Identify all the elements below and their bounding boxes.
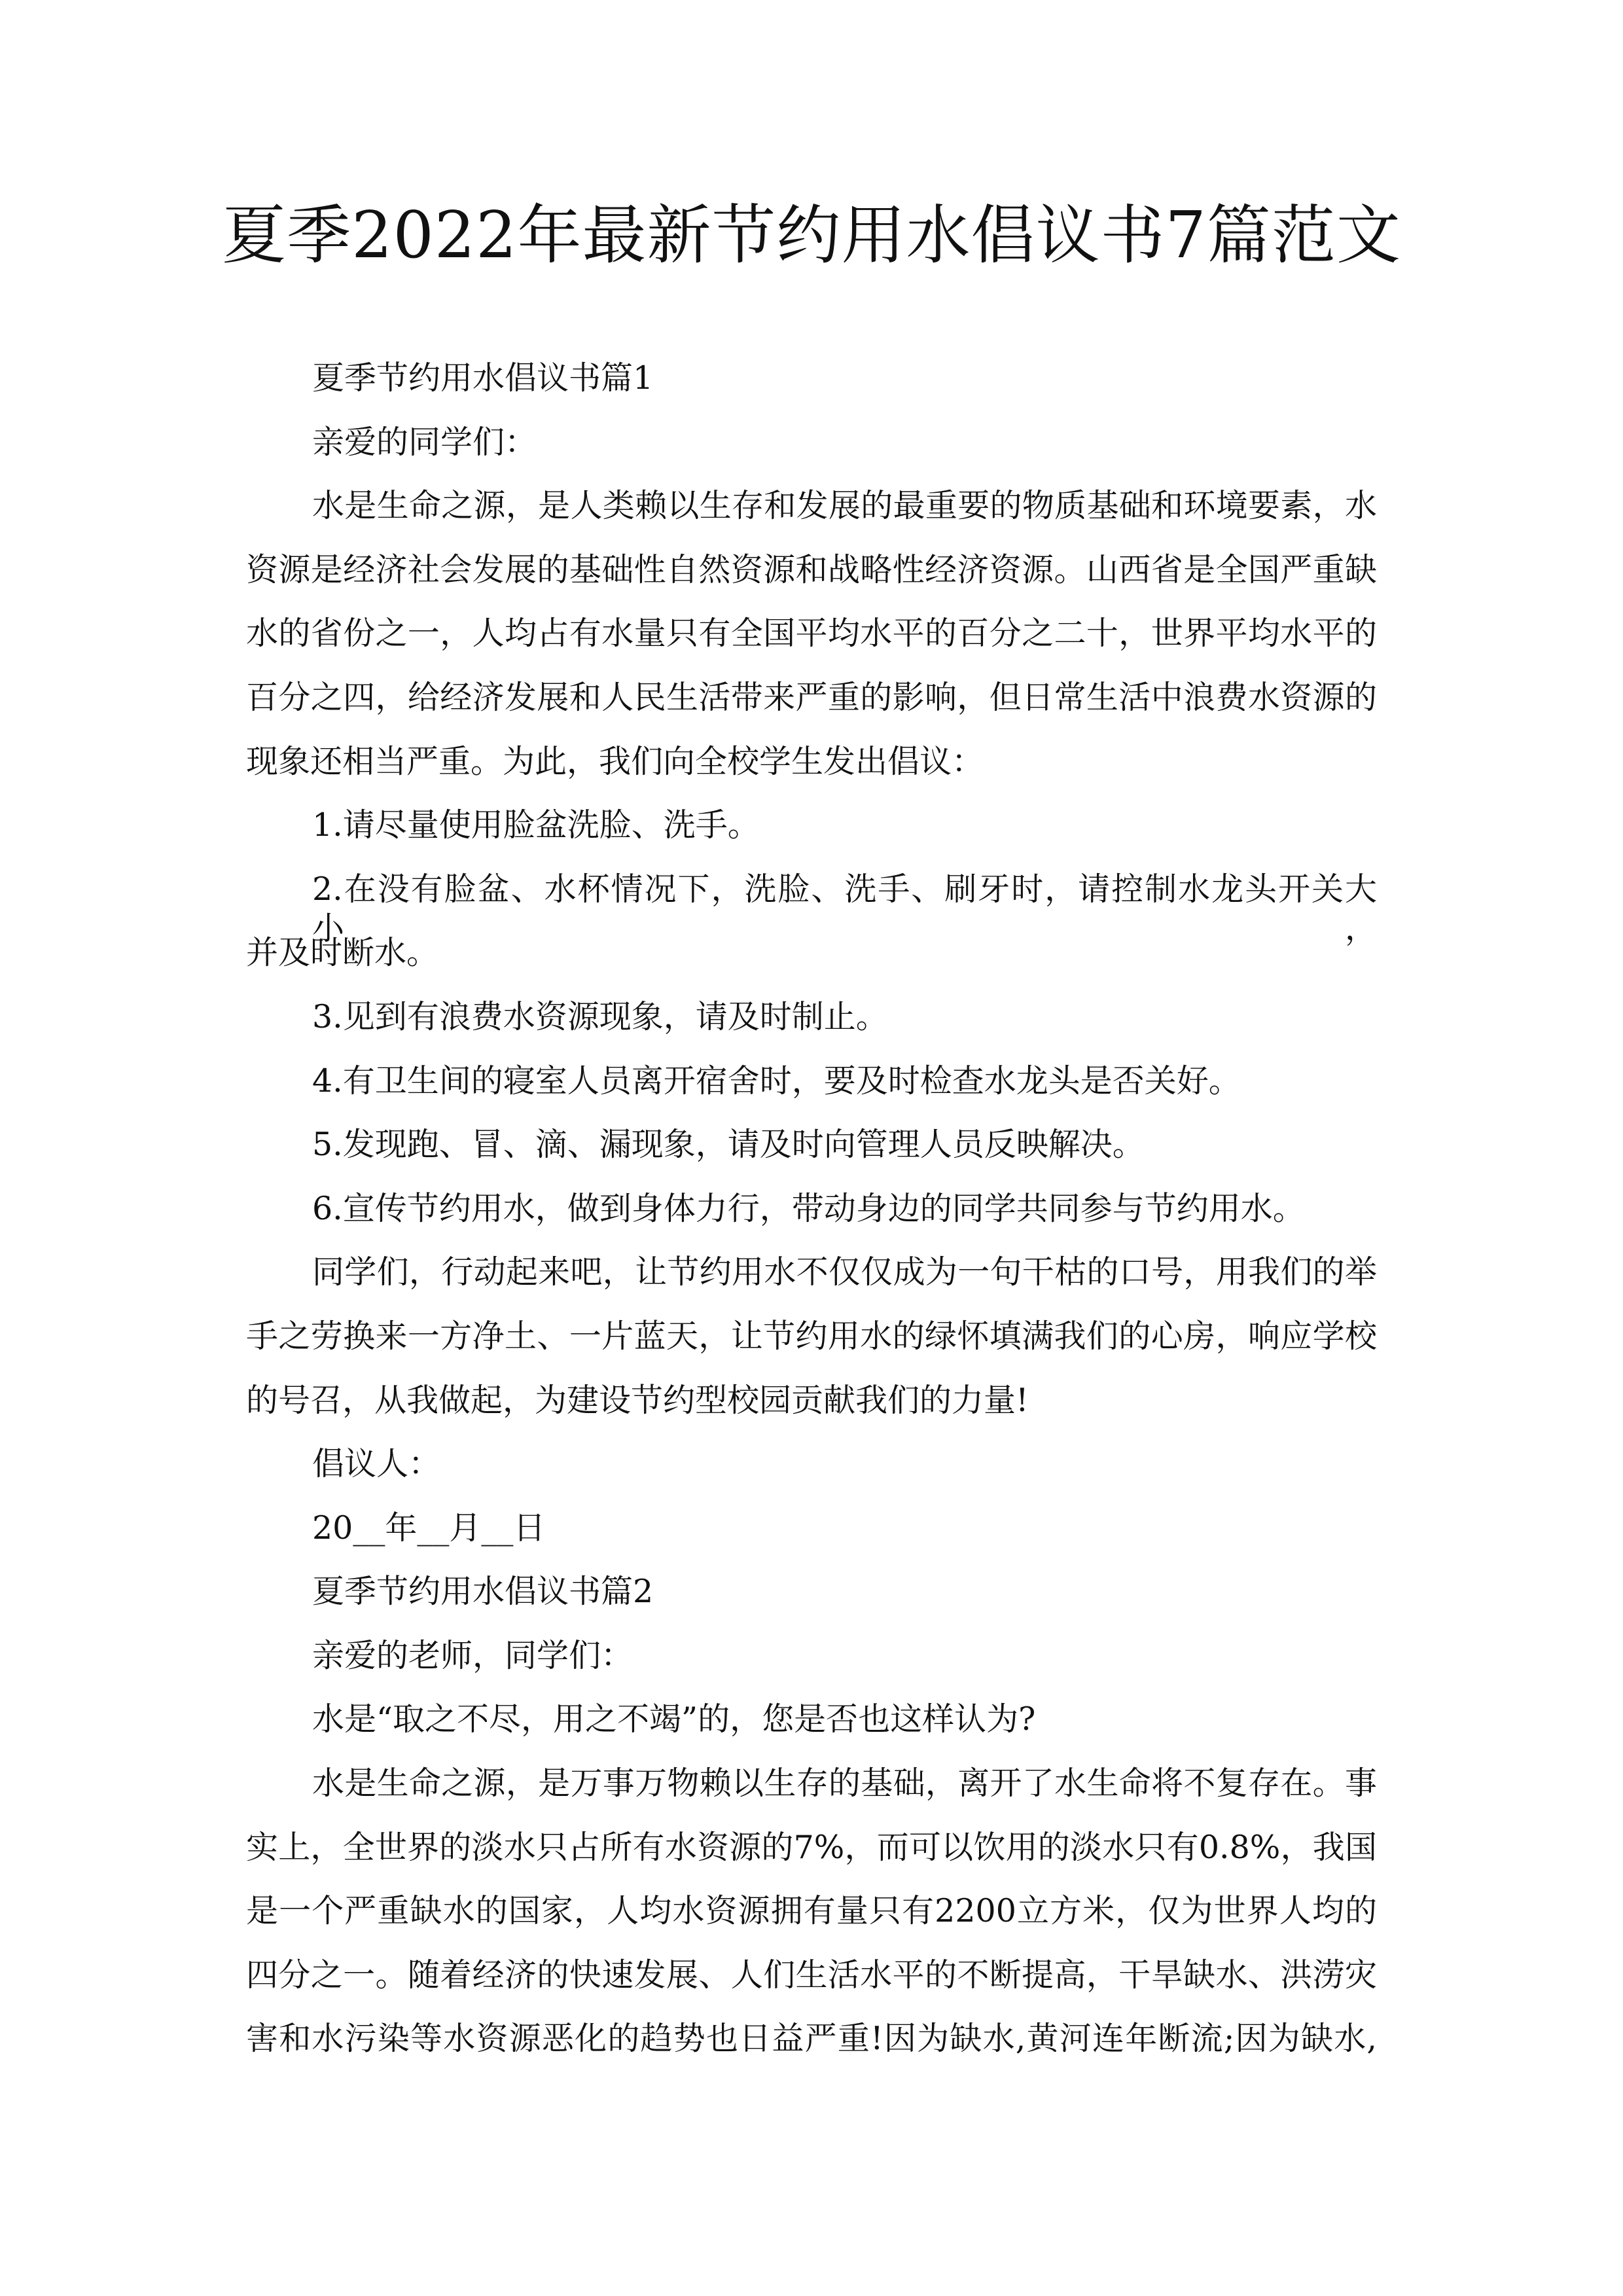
text-line: 实上，全世界的淡水只占所有水资源的7%，而可以饮用的淡水只有0.8%，我国	[246, 1828, 1377, 1866]
document-body	[246, 359, 1377, 2083]
document-title: 夏季2022年最新节约用水倡议书7篇范文	[222, 198, 1401, 273]
text-line: 水是生命之源，是万事万物赖以生存的基础，离开了水生命将不复存在。事	[312, 1765, 1377, 1803]
text-line: 亲爱的老师，同学们：	[312, 1636, 633, 1674]
text-line: 4.有卫生间的寝室人员离开宿舍时，要及时检查水龙头是否关好。	[312, 1062, 1241, 1100]
text-line: 四分之一。随着经济的快速发展、人们生活水平的不断提高，干旱缺水、洪涝灾	[246, 1956, 1377, 1994]
text-line: 6.宣传节约用水，做到身体力行，带动身边的同学共同参与节约用水。	[312, 1189, 1305, 1227]
text-line: 害和水污染等水资源恶化的趋势也日益严重!因为缺水,黄河连年断流;因为缺水,	[246, 2020, 1377, 2058]
text-line: 是一个严重缺水的国家，人均水资源拥有量只有2200立方米，仅为世界人均的	[246, 1892, 1377, 1930]
text-line: 倡议人：	[312, 1445, 441, 1483]
text-line: 水是“取之不尽，用之不竭”的，您是否也这样认为?	[312, 1700, 1036, 1738]
text-line: 手之劳换来一方净土、一片蓝天，让节约用水的绿怀填满我们的心房，响应学校	[246, 1317, 1377, 1355]
text-line: 水的省份之一，人均占有水量只有全国平均水平的百分之二十，世界平均水平的	[246, 615, 1377, 653]
text-line: 水是生命之源，是人类赖以生存和发展的最重要的物质基础和环境要素，水	[312, 487, 1377, 525]
text-line: 20__年__月__日	[312, 1509, 546, 1547]
text-line: 夏季节约用水倡议书篇2	[312, 1573, 654, 1611]
text-line: 并及时断水。	[246, 934, 439, 972]
text-line: 夏季节约用水倡议书篇1	[312, 359, 654, 397]
text-line: 3.见到有浪费水资源现象，请及时制止。	[312, 997, 888, 1035]
text-line: 现象还相当严重。为此，我们向全校学生发出倡议：	[246, 742, 984, 780]
text-line: 5.发现跑、冒、滴、漏现象，请及时向管理人员反映解决。	[312, 1126, 1145, 1164]
text-line: 的号召，从我做起，为建设节约型校园贡献我们的力量!	[246, 1381, 1029, 1419]
text-line: 亲爱的同学们：	[312, 423, 537, 461]
text-line: 同学们，行动起来吧，让节约用水不仅仅成为一句干枯的口号，用我们的举	[312, 1253, 1377, 1291]
text-line: 资源是经济社会发展的基础性自然资源和战略性经济资源。山西省是全国严重缺	[246, 550, 1377, 588]
text-line: 1.请尽量使用脸盆洗脸、洗手。	[312, 806, 760, 844]
text-line: 2.在没有脸盆、水杯情况下，洗脸、洗手、刷牙时，请控制水龙头开关大小，	[312, 870, 1377, 947]
text-line: 百分之四，给经济发展和人民生活带来严重的影响，但日常生活中浪费水资源的	[246, 678, 1377, 716]
